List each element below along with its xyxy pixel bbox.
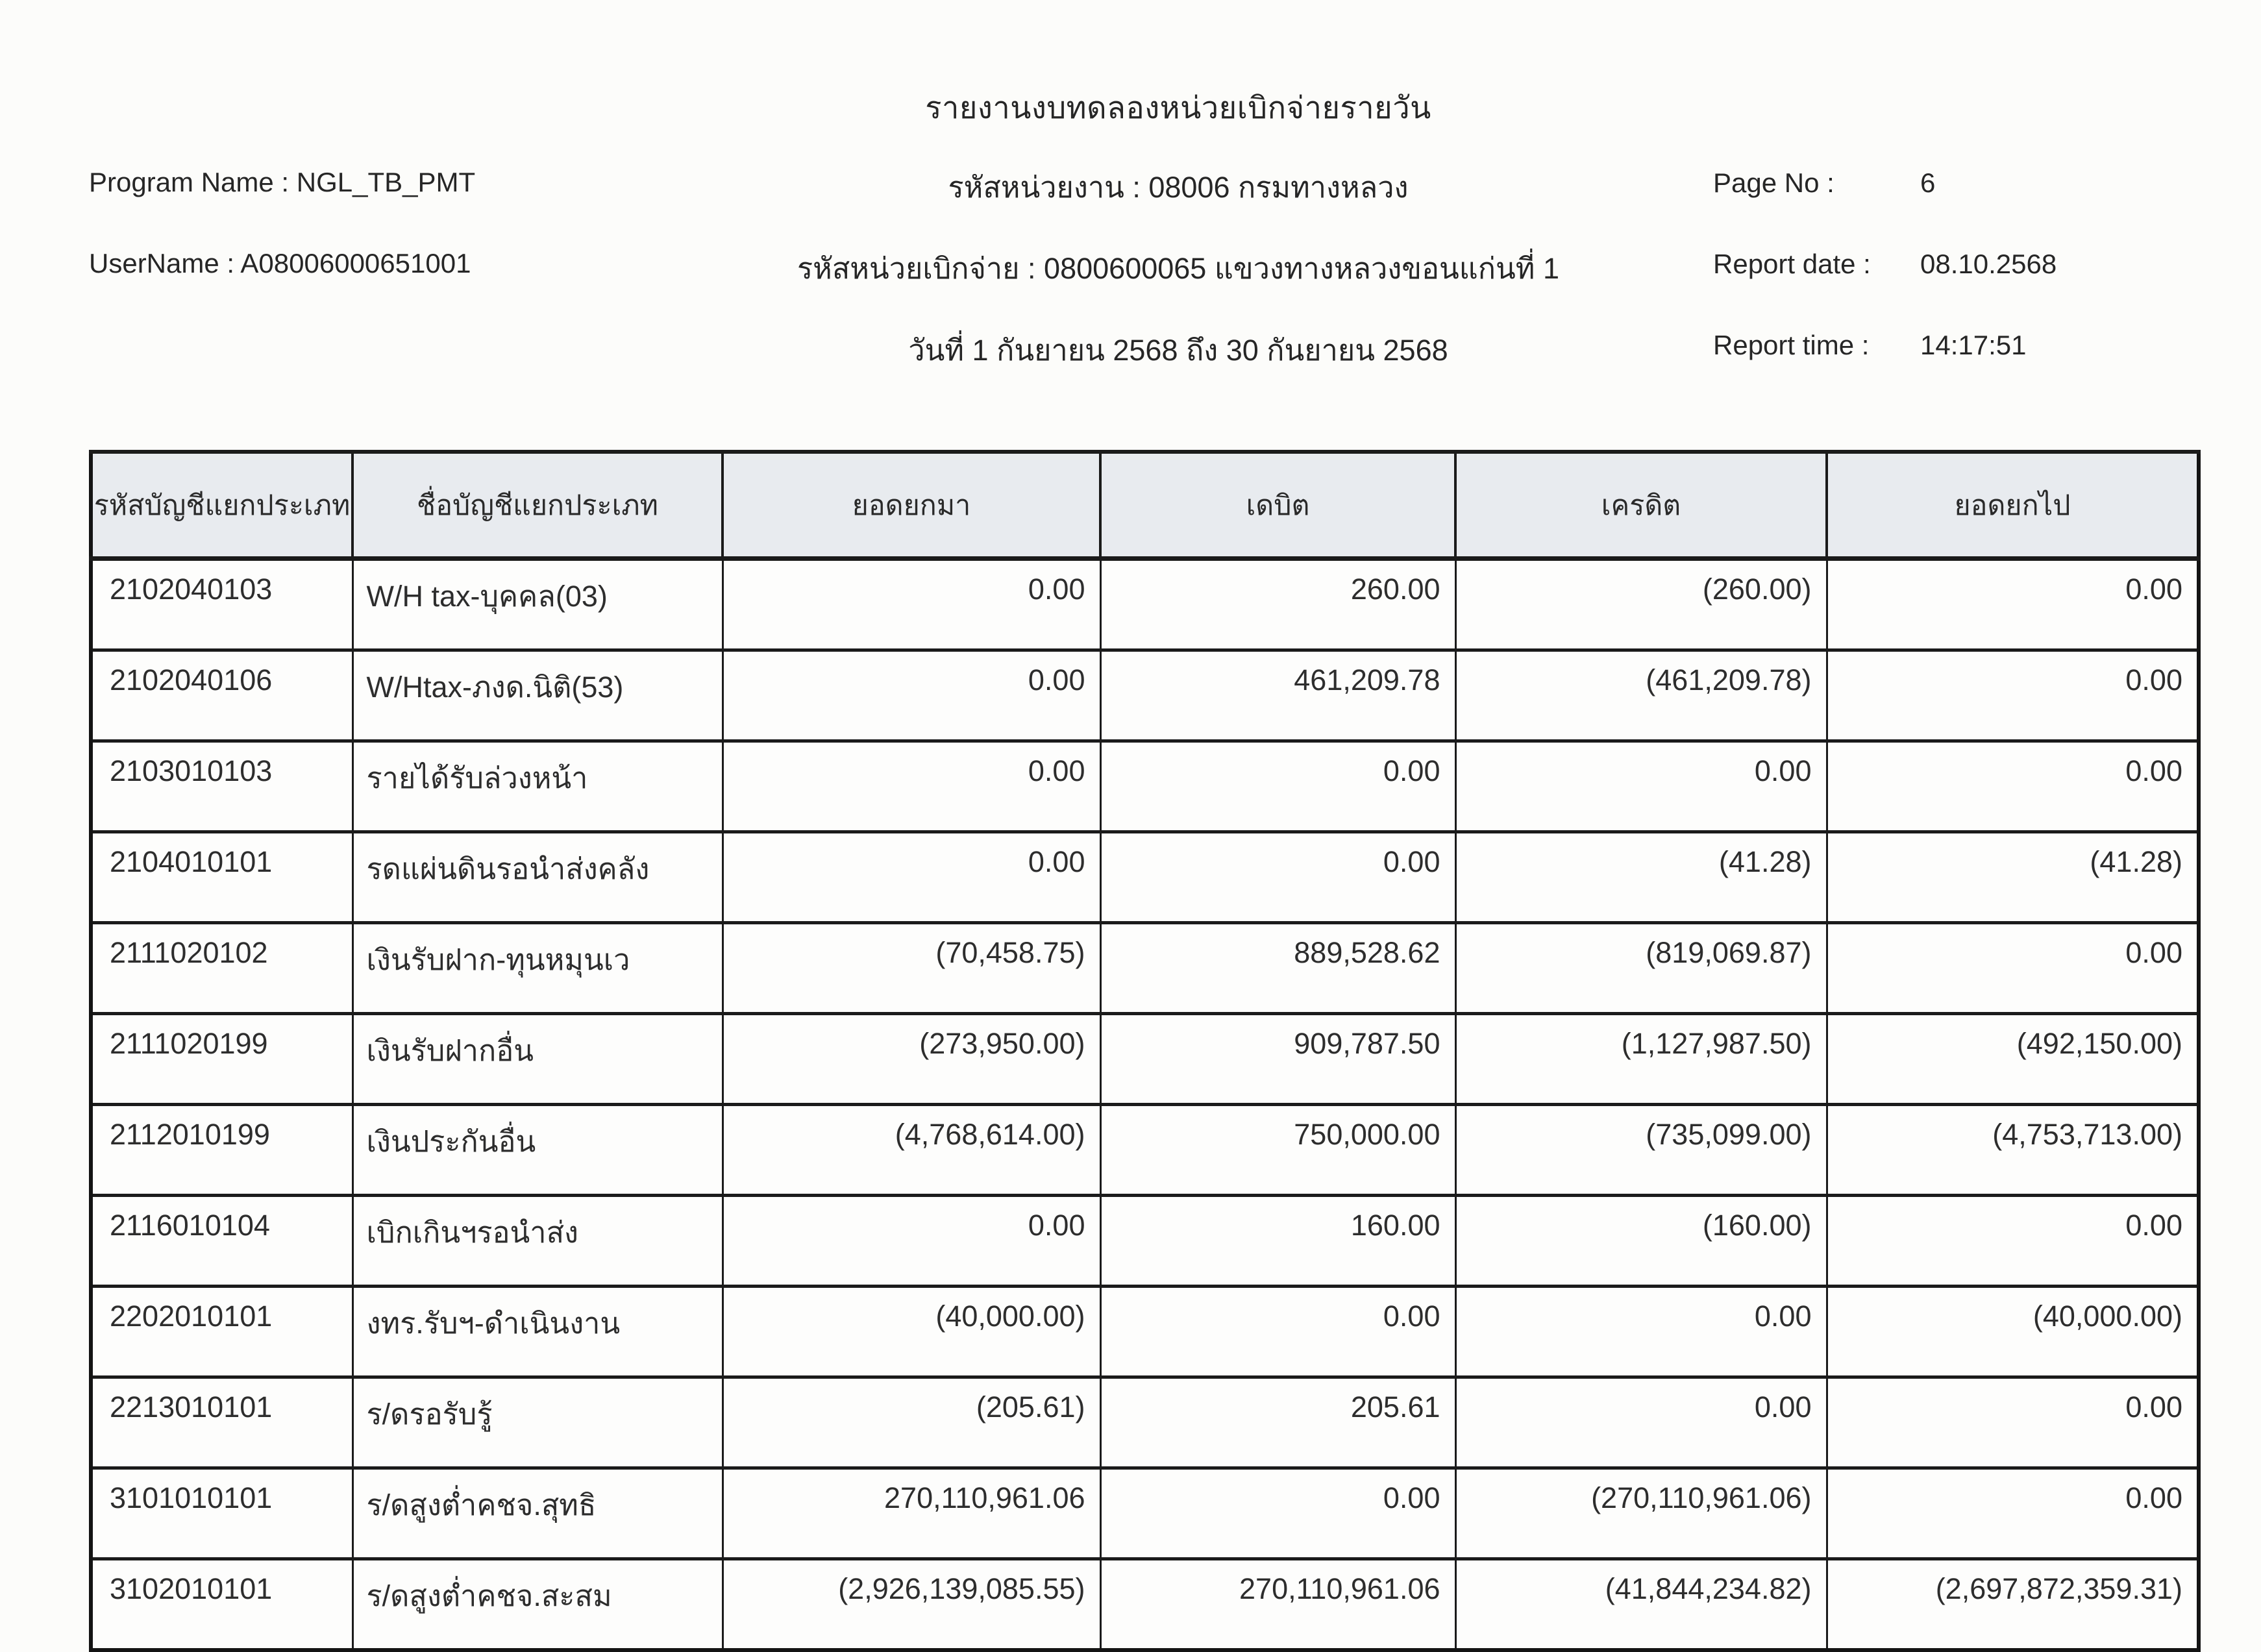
report-date-label: Report date : bbox=[1713, 249, 1871, 279]
cell-account-code: 2102040103 bbox=[91, 559, 352, 650]
cell-credit: (260.00) bbox=[1455, 559, 1827, 650]
agency-code-line: รหัสหน่วยงาน : 08006 กรมทางหลวง bbox=[948, 171, 1409, 204]
cell-credit: (270,110,961.06) bbox=[1455, 1468, 1827, 1559]
cell-debit: 205.61 bbox=[1100, 1377, 1455, 1468]
report-title: รายงานงบทดลองหน่วยเบิกจ่ายรายวัน bbox=[925, 90, 1431, 125]
cell-closing-balance: (4,753,713.00) bbox=[1827, 1105, 2199, 1196]
cell-debit: 0.00 bbox=[1100, 1468, 1455, 1559]
table-row bbox=[91, 832, 2199, 923]
cell-opening-balance: 270,110,961.06 bbox=[723, 1468, 1100, 1559]
cell-credit: 0.00 bbox=[1455, 741, 1827, 832]
cell-credit: (735,099.00) bbox=[1455, 1105, 1827, 1196]
cell-account-name: ร/ดสูงต่ำคชจ.สุทธิ bbox=[352, 1468, 723, 1559]
cell-opening-balance: 0.00 bbox=[723, 832, 1100, 923]
column-header-opening-balance: ยอดยกมา bbox=[723, 452, 1100, 559]
cell-account-name: เงินรับฝากอื่น bbox=[352, 1014, 723, 1105]
cell-account-code: 2111020199 bbox=[91, 1014, 352, 1105]
cell-debit: 461,209.78 bbox=[1100, 650, 1455, 741]
cell-debit: 270,110,961.06 bbox=[1100, 1559, 1455, 1651]
cell-closing-balance: 0.00 bbox=[1827, 1196, 2199, 1287]
cell-account-code: 2112010199 bbox=[91, 1105, 352, 1196]
column-header-debit: เดบิต bbox=[1100, 452, 1455, 559]
cell-opening-balance: 0.00 bbox=[723, 1196, 1100, 1287]
column-header-account-name: ชื่อบัญชีแยกประเภท bbox=[352, 452, 723, 559]
cell-closing-balance: (2,697,872,359.31) bbox=[1827, 1559, 2199, 1651]
disburse-unit-line: รหัสหน่วยเบิกจ่าย : 0800600065 แขวงทางหลวงขอนแก่นที่ 1 bbox=[797, 252, 1559, 285]
table-row bbox=[91, 1468, 2199, 1559]
cell-closing-balance: (41.28) bbox=[1827, 832, 2199, 923]
cell-credit: (1,127,987.50) bbox=[1455, 1014, 1827, 1105]
cell-debit: 260.00 bbox=[1100, 559, 1455, 650]
cell-debit: 909,787.50 bbox=[1100, 1014, 1455, 1105]
cell-opening-balance: (2,926,139,085.55) bbox=[723, 1559, 1100, 1651]
cell-account-code: 2111020102 bbox=[91, 923, 352, 1014]
cell-credit: (461,209.78) bbox=[1455, 650, 1827, 741]
trial-balance-table bbox=[89, 450, 2201, 1652]
cell-debit: 160.00 bbox=[1100, 1196, 1455, 1287]
cell-account-name: งทร.รับฯ-ดำเนินงาน bbox=[352, 1287, 723, 1377]
cell-closing-balance: 0.00 bbox=[1827, 1377, 2199, 1468]
table-row bbox=[91, 1196, 2199, 1287]
cell-account-code: 2116010104 bbox=[91, 1196, 352, 1287]
cell-account-name: รายได้รับล่วงหน้า bbox=[352, 741, 723, 832]
table-row bbox=[91, 1287, 2199, 1377]
cell-account-code: 2213010101 bbox=[91, 1377, 352, 1468]
cell-opening-balance: 0.00 bbox=[723, 650, 1100, 741]
table-row bbox=[91, 1559, 2199, 1651]
table-row bbox=[91, 1377, 2199, 1468]
page-no-label: Page No : bbox=[1713, 167, 1835, 198]
report-time-value: 14:17:51 bbox=[1920, 330, 2027, 360]
cell-debit: 0.00 bbox=[1100, 832, 1455, 923]
cell-opening-balance: 0.00 bbox=[723, 741, 1100, 832]
cell-account-name: W/Htax-ภงด.นิติ(53) bbox=[352, 650, 723, 741]
cell-account-code: 2202010101 bbox=[91, 1287, 352, 1377]
cell-opening-balance: 0.00 bbox=[723, 559, 1100, 650]
cell-account-code: 2103010103 bbox=[91, 741, 352, 832]
cell-credit: (819,069.87) bbox=[1455, 923, 1827, 1014]
table-row bbox=[91, 741, 2199, 832]
cell-account-code: 3101010101 bbox=[91, 1468, 352, 1559]
cell-debit: 889,528.62 bbox=[1100, 923, 1455, 1014]
cell-credit: (160.00) bbox=[1455, 1196, 1827, 1287]
cell-credit: (41,844,234.82) bbox=[1455, 1559, 1827, 1651]
cell-closing-balance: (492,150.00) bbox=[1827, 1014, 2199, 1105]
cell-closing-balance: 0.00 bbox=[1827, 741, 2199, 832]
cell-account-name: เงินประกันอื่น bbox=[352, 1105, 723, 1196]
cell-opening-balance: (273,950.00) bbox=[723, 1014, 1100, 1105]
cell-debit: 0.00 bbox=[1100, 1287, 1455, 1377]
cell-closing-balance: 0.00 bbox=[1827, 923, 2199, 1014]
cell-account-name: เบิกเกินฯรอนำส่ง bbox=[352, 1196, 723, 1287]
cell-closing-balance: 0.00 bbox=[1827, 650, 2199, 741]
table-header-row bbox=[91, 452, 2199, 559]
user-name: UserName : A08006000651001 bbox=[89, 248, 471, 278]
cell-account-name: เงินรับฝาก-ทุนหมุนเว bbox=[352, 923, 723, 1014]
table-row bbox=[91, 923, 2199, 1014]
table-row bbox=[91, 650, 2199, 741]
table-row bbox=[91, 559, 2199, 650]
report-date-value: 08.10.2568 bbox=[1920, 249, 2057, 279]
cell-opening-balance: (40,000.00) bbox=[723, 1287, 1100, 1377]
cell-opening-balance: (4,768,614.00) bbox=[723, 1105, 1100, 1196]
cell-account-code: 3102010101 bbox=[91, 1559, 352, 1651]
column-header-closing-balance: ยอดยกไป bbox=[1827, 452, 2199, 559]
cell-account-name: W/H tax-บุคคล(03) bbox=[352, 559, 723, 650]
cell-closing-balance: (40,000.00) bbox=[1827, 1287, 2199, 1377]
table-row bbox=[91, 1014, 2199, 1105]
cell-opening-balance: (70,458.75) bbox=[723, 923, 1100, 1014]
report-date-range: วันที่ 1 กันยายน 2568 ถึง 30 กันยายน 2568 bbox=[908, 334, 1448, 367]
cell-account-name: ร/ดรอรับรู้ bbox=[352, 1377, 723, 1468]
program-name: Program Name : NGL_TB_PMT bbox=[89, 167, 476, 197]
column-header-account-code: รหัสบัญชีแยกประเภท bbox=[91, 452, 352, 559]
cell-credit: 0.00 bbox=[1455, 1287, 1827, 1377]
cell-closing-balance: 0.00 bbox=[1827, 559, 2199, 650]
cell-debit: 750,000.00 bbox=[1100, 1105, 1455, 1196]
report-time-label: Report time : bbox=[1713, 330, 1870, 360]
cell-account-code: 2104010101 bbox=[91, 832, 352, 923]
cell-debit: 0.00 bbox=[1100, 741, 1455, 832]
cell-account-name: ร/ดสูงต่ำคชจ.สะสม bbox=[352, 1559, 723, 1651]
cell-opening-balance: (205.61) bbox=[723, 1377, 1100, 1468]
cell-account-name: รดแผ่นดินรอนำส่งคลัง bbox=[352, 832, 723, 923]
page-no-value: 6 bbox=[1920, 167, 1936, 198]
cell-credit: 0.00 bbox=[1455, 1377, 1827, 1468]
table-row bbox=[91, 1105, 2199, 1196]
cell-account-code: 2102040106 bbox=[91, 650, 352, 741]
cell-closing-balance: 0.00 bbox=[1827, 1468, 2199, 1559]
column-header-credit: เครดิต bbox=[1455, 452, 1827, 559]
cell-credit: (41.28) bbox=[1455, 832, 1827, 923]
